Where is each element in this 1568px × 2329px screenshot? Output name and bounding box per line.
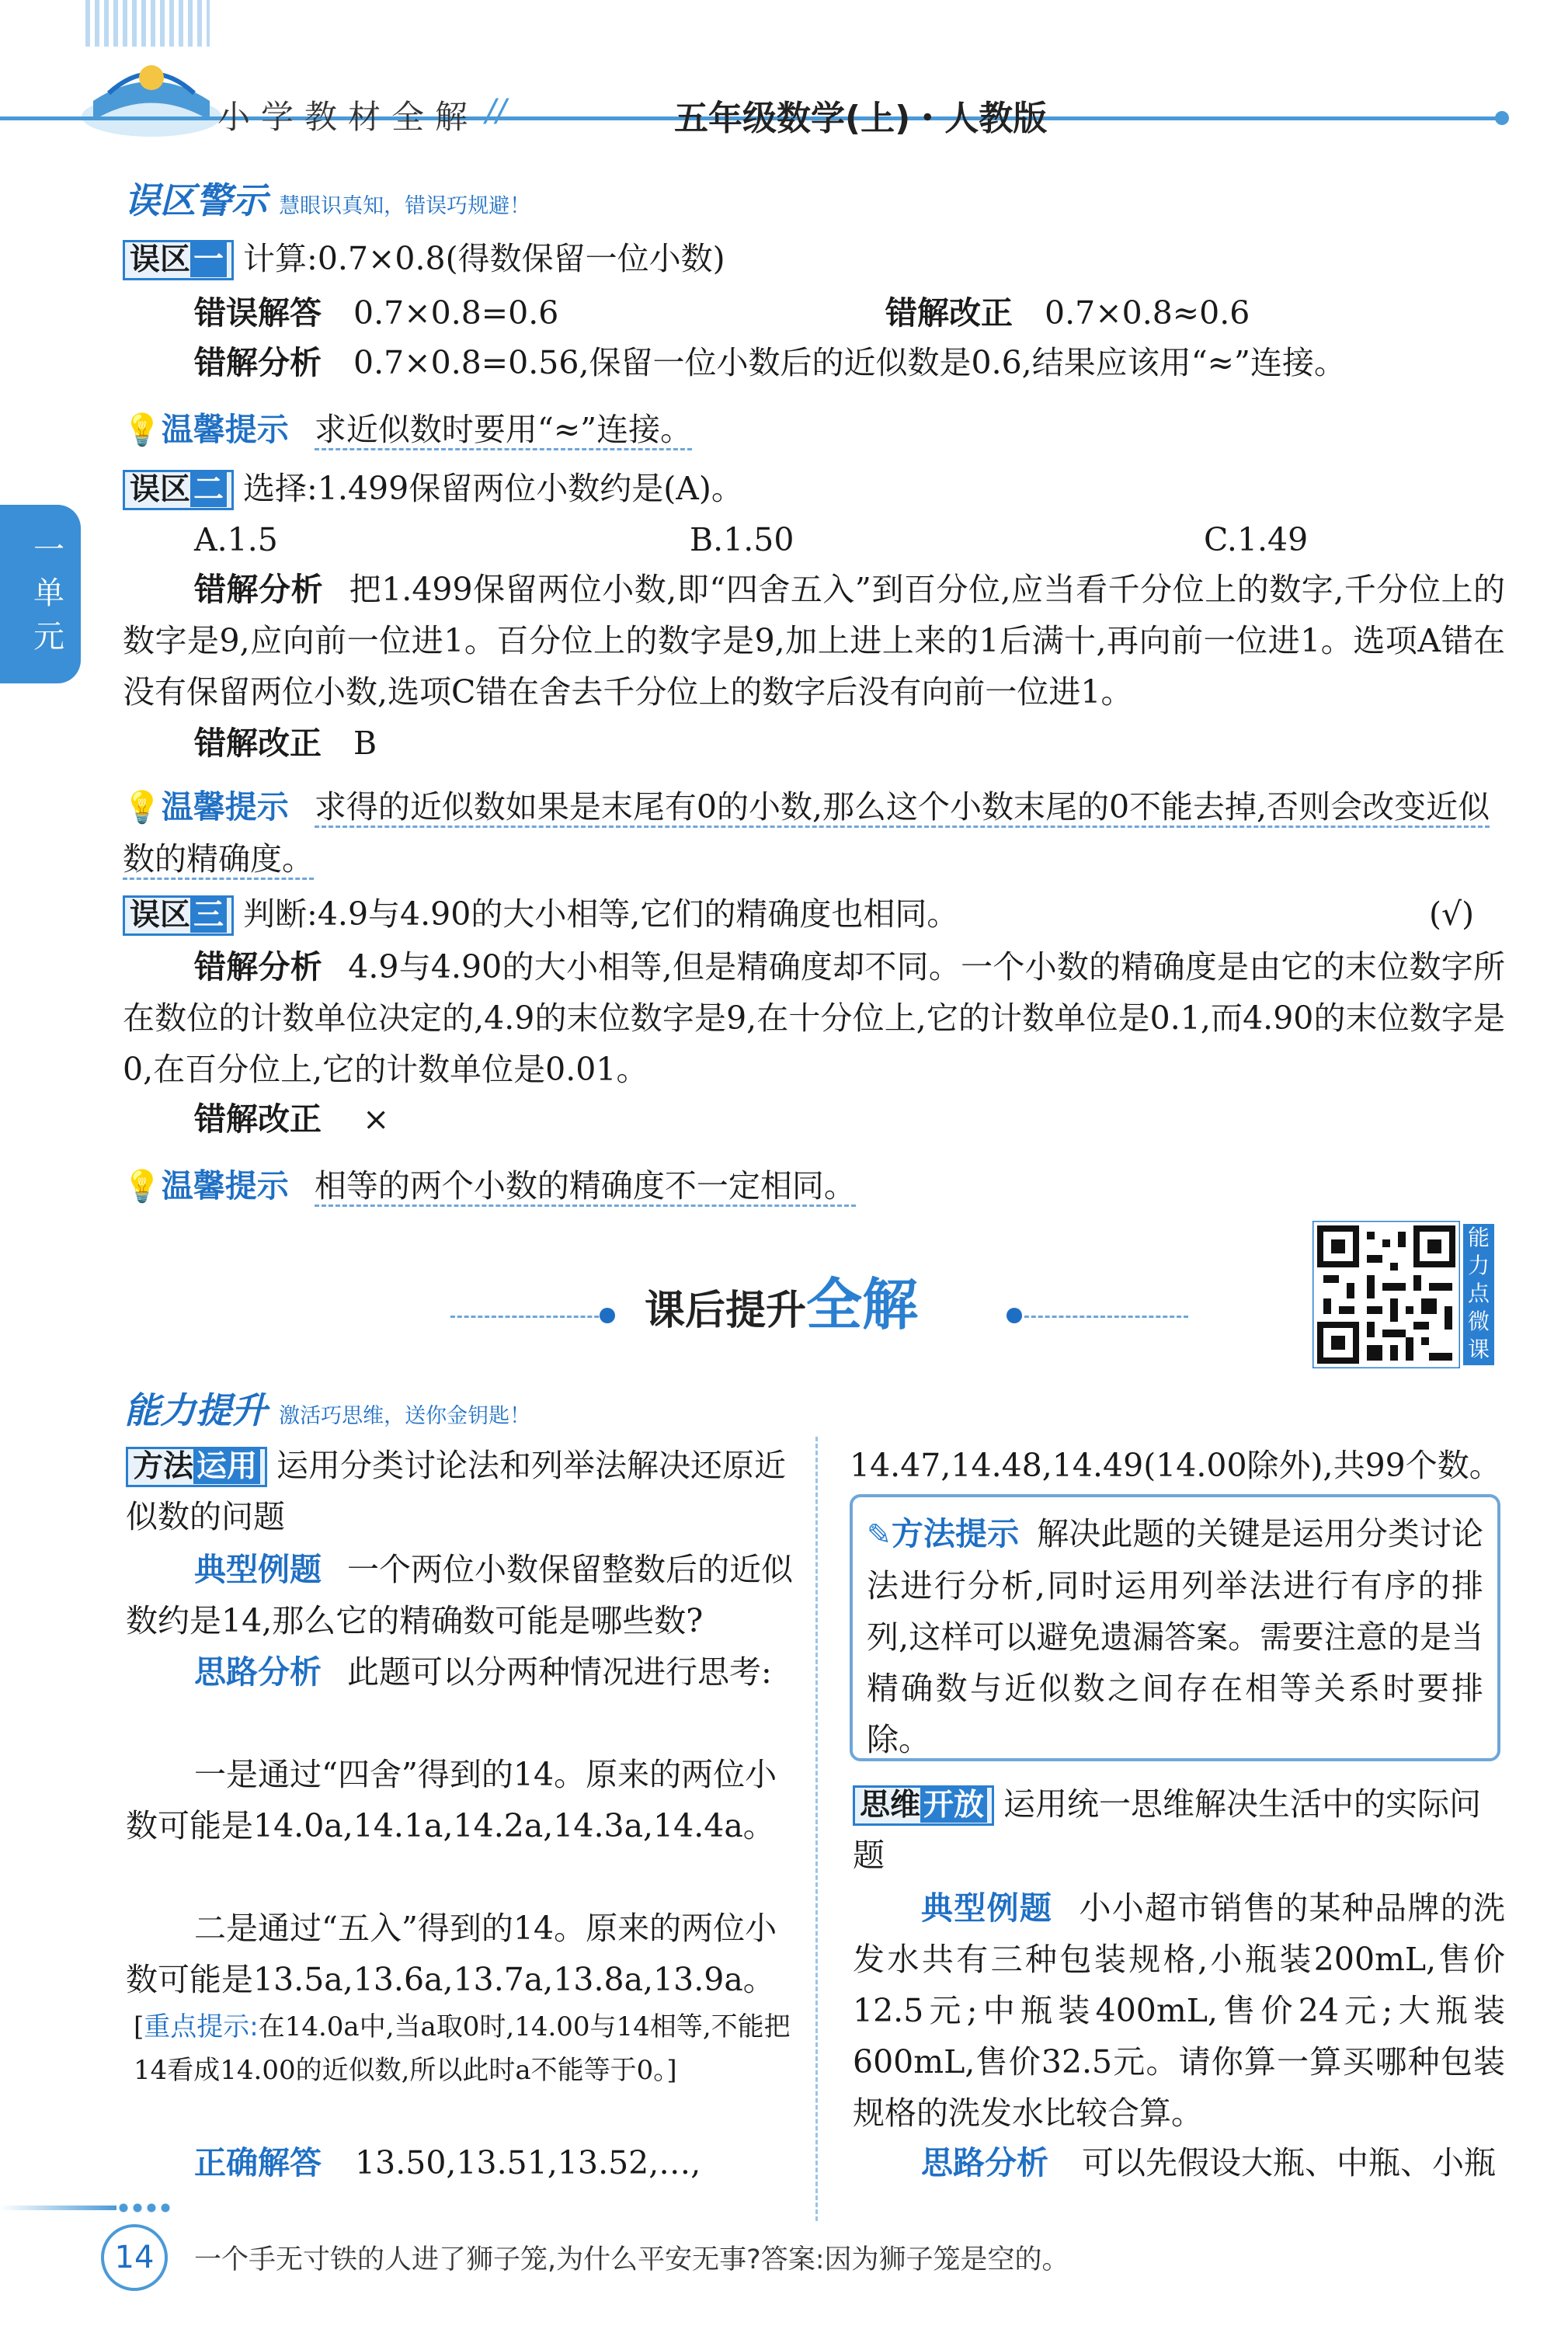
ability-logo-text: 能力提升 <box>124 1389 267 1431</box>
mistake-3-tag <box>123 895 234 936</box>
tip-label: 温馨提示 <box>161 411 289 448</box>
tag-text: 误区 <box>130 472 191 507</box>
tag-text: 误区 <box>130 898 191 933</box>
tag-text: 思维 <box>860 1788 921 1823</box>
example-label: 典型例题 <box>194 1551 322 1588</box>
fix-text: B <box>353 725 377 762</box>
fix-label: 错解改正 <box>194 1100 322 1138</box>
unit-side-tab-label: 一单元 <box>33 532 64 655</box>
tip-label: 温馨提示 <box>161 1167 289 1204</box>
pencil-icon: ✎ <box>867 1517 892 1552</box>
analysis-label: 错解分析 <box>194 344 322 381</box>
answer-text: 13.50,13.51,13.52,…, <box>355 2144 701 2181</box>
banner-title-accent: 全解 <box>806 1272 919 1337</box>
page-number-text: 14 <box>114 2240 155 2275</box>
ability-logo <box>124 1382 530 1434</box>
mistake-1-question <box>123 233 725 284</box>
banner-dot-left <box>600 1308 615 1323</box>
answer-label: 正确解答 <box>194 2144 322 2181</box>
mistake-2-option-b: B.1.50 <box>690 521 794 558</box>
lightbulb-icon: 💡 <box>123 790 162 826</box>
fix-text: 0.7×0.8≈0.6 <box>1045 294 1250 332</box>
mistake-3-analysis <box>123 941 1505 1095</box>
analysis-text: 把1.499保留两位小数,即“四舍五入”到百分位,应当看千分位上的数字,千分位上的数字是9,应向前一位进1。百分位上的数字是9,加上进上来的1后满十,再向前一位进1。选项A错在没有保留两位小数,选项C错在舍去千分位上的数字后没有向前一位进1。 <box>123 571 1505 711</box>
series-slash-icon: // <box>485 93 506 129</box>
method-example <box>126 1544 794 1646</box>
tag-text: 误区 <box>130 242 191 277</box>
key-note-bracket-close: ] <box>666 2055 677 2086</box>
mistakes-logo <box>124 172 530 224</box>
tag-text: 方法 <box>133 1449 194 1484</box>
thinking-title: 运用统一思维解决生活中的实际问题 <box>853 1785 1482 1874</box>
mistake-1-tag <box>123 240 234 280</box>
method-tip-box <box>850 1494 1500 1761</box>
tag-accent: 开放 <box>920 1788 987 1823</box>
analysis-text: 4.9与4.90的大小相等,但是精确度却不同。一个小数的精确度是由它的末位数字所在数位的计数单位决定的,4.9的末位数字是9,在十分位上,它的计数单位是0.1,而4.90的末位数字是0,在百分位上,它的计数单位是0.01。 <box>123 948 1505 1088</box>
thinking-tag <box>853 1785 994 1826</box>
qr-caption: 能力点微课 <box>1463 1224 1494 1365</box>
method-tip-text: 解决此题的关键是运用分类讨论法进行分析,同时运用列举法进行有序的排列,这样可以避免遗漏答案。需要注意的是当精确数与近似数之间存在相等关系时要排除。 <box>867 1515 1483 1758</box>
method-case-2: 二是通过“五入”得到的14。原来的两位小数可能是13.5a,13.6a,13.7a,13.8a,13.9a。 <box>126 1910 777 1998</box>
lightbulb-icon: 💡 <box>123 1169 162 1204</box>
method-thinking <box>126 1646 794 1698</box>
mistakes-logo-text: 误区警示 <box>124 179 267 221</box>
mistake-2-tip <box>123 781 1505 885</box>
key-note-bracket-open: [ <box>134 2011 144 2042</box>
tag-accent: 运用 <box>193 1449 260 1484</box>
book-title: 五年级数学(上)・人教版 <box>674 99 1048 138</box>
mistake-1-analysis <box>194 337 1346 388</box>
footer-dots <box>116 2202 171 2213</box>
header-line-dot <box>1495 111 1509 125</box>
mistake-3-fix <box>194 1093 389 1145</box>
method-tip-content <box>867 1508 1483 1765</box>
analysis-label: 错解分析 <box>194 571 324 608</box>
fix-text: × <box>363 1100 390 1138</box>
unit-side-tab <box>0 505 81 683</box>
key-note-label: 重点提示: <box>144 2011 259 2042</box>
banner-rule-right <box>1017 1316 1188 1318</box>
banner-rule-left <box>450 1316 606 1318</box>
method-case-1: 一是通过“四舍”得到的14。原来的两位小数可能是14.0a,14.1a,14.2a,14.3a,14.4a。 <box>126 1756 777 1844</box>
analysis-text: 0.7×0.8=0.56,保留一位小数后的近似数是0.6,结果应该用“≈”连接。 <box>353 344 1346 381</box>
mistake-3-tip <box>123 1160 856 1212</box>
thinking-label: 思路分析 <box>194 1653 322 1691</box>
thinking-label: 思路分析 <box>921 2144 1048 2181</box>
mistake-2-fix <box>194 718 377 769</box>
question-text: 判断:4.9与4.90的大小相等,它们的精确度也相同。 <box>243 895 959 933</box>
mistake-3-answer: (√) <box>1429 895 1475 933</box>
example-text: 小小超市销售的某种品牌的洗发水共有三种包装规格,小瓶装200mL,售价12.5元;中瓶装400mL,售价24元;大瓶装600mL,售价32.5元。请你算一算买哪种包装规格的洗发水比较合算。 <box>853 1889 1505 2132</box>
header-stripes <box>85 0 210 47</box>
mistake-2-option-a: A.1.5 <box>194 521 278 558</box>
example-label: 典型例题 <box>921 1889 1053 1927</box>
fix-label: 错解改正 <box>885 294 1013 332</box>
mistake-2-option-c: C.1.49 <box>1204 521 1309 558</box>
mistake-2-tag <box>123 470 234 510</box>
banner-title <box>645 1260 918 1340</box>
tag-number: 三 <box>190 898 227 933</box>
page-number <box>101 2224 168 2291</box>
mistake-1-tip <box>123 404 692 456</box>
footer-blue-line <box>0 2206 116 2210</box>
analysis-label: 错解分析 <box>194 948 322 985</box>
method-answer-continued: 14.47,14.48,14.49(14.00除外),共99个数。 <box>850 1447 1501 1484</box>
tip-label: 温馨提示 <box>161 788 289 826</box>
series-title: 小学教材全解 <box>217 98 479 136</box>
method-title: 运用分类讨论法和列举法解决还原近似数的问题 <box>126 1447 787 1535</box>
key-note-text: 在14.0a中,当a取0时,14.00与14相等,不能把14看成14.00的近似数,所以此时a不能等于0。 <box>134 2011 791 2086</box>
method-tip-label: 方法提示 <box>891 1515 1020 1552</box>
tag-number: 一 <box>190 242 227 277</box>
wrong-label: 错误解答 <box>194 294 322 332</box>
banner-dot-right <box>1007 1308 1022 1323</box>
mistakes-slogan: 慧眼识真知，错误巧规避！ <box>279 194 531 218</box>
book-logo-icon <box>78 47 225 140</box>
thinking-heading <box>853 1778 1505 1881</box>
mistake-3-question <box>123 888 958 940</box>
tag-number: 二 <box>190 472 227 507</box>
footer-riddle: 一个手无寸铁的人进了狮子笼,为什么平安无事?答案:因为狮子笼是空的。 <box>194 2244 1069 2275</box>
method-heading <box>126 1440 794 1542</box>
question-text: 选择:1.499保留两位小数约是(A)。 <box>243 470 743 507</box>
tip-text: 求近似数时要用“≈”连接。 <box>315 411 692 450</box>
mistake-1-wrong <box>194 287 558 339</box>
thinking-analysis <box>921 2137 1496 2188</box>
ability-slogan: 激活巧思维，送你金钥匙！ <box>279 1404 531 1428</box>
thinking-example <box>853 1882 1505 2139</box>
banner-title-main: 课后提升 <box>645 1288 807 1334</box>
thinking-text: 可以先假设大瓶、中瓶、小瓶 <box>1082 2144 1497 2181</box>
method-answer <box>194 2137 701 2188</box>
question-text: 计算:0.7×0.8(得数保留一位小数) <box>243 240 725 277</box>
column-divider <box>815 1437 818 2221</box>
thinking-text: 此题可以分两种情况进行思考: <box>347 1653 772 1691</box>
header-bar <box>0 0 1568 148</box>
lightbulb-icon: 💡 <box>123 412 162 448</box>
method-tag <box>126 1447 267 1487</box>
mistake-1-fix <box>885 287 1250 339</box>
qr-code-icon[interactable] <box>1312 1221 1460 1368</box>
mistake-2-question <box>123 463 743 514</box>
tip-text: 相等的两个小数的精确度不一定相同。 <box>315 1167 856 1207</box>
method-key-note <box>134 2005 794 2092</box>
fix-label: 错解改正 <box>194 725 322 762</box>
example-text: 一个两位小数保留整数后的近似数约是14,那么它的精确数可能是哪些数? <box>126 1551 794 1639</box>
tip-text: 求得的近似数如果是末尾有0的小数,那么这个小数末尾的0不能去掉,否则会改变近似数的精确度。 <box>123 788 1490 880</box>
mistake-2-analysis <box>123 564 1505 718</box>
wrong-text: 0.7×0.8=0.6 <box>353 294 559 332</box>
